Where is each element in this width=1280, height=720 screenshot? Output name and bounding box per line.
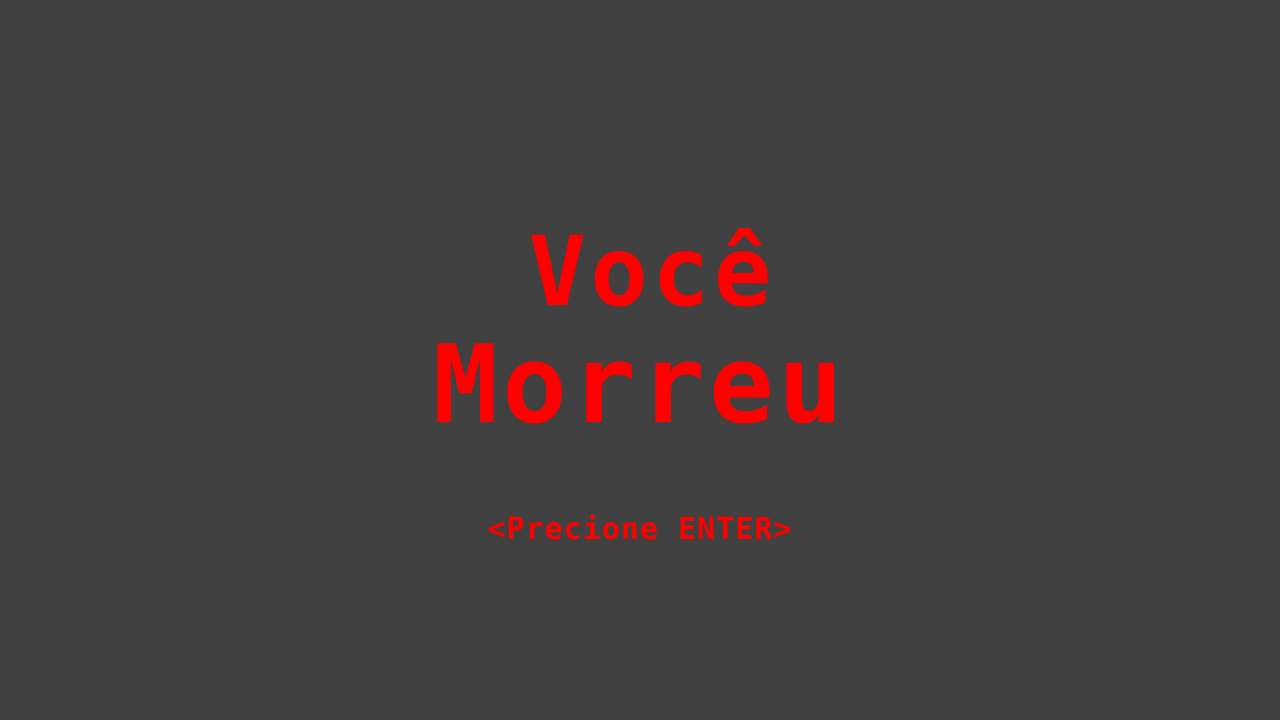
title-line-2: Morreu [432, 323, 848, 448]
title-line-1: Você [528, 216, 776, 328]
game-over-title [0, 216, 1280, 448]
press-enter-prompt[interactable]: <Precione ENTER> [487, 512, 793, 547]
